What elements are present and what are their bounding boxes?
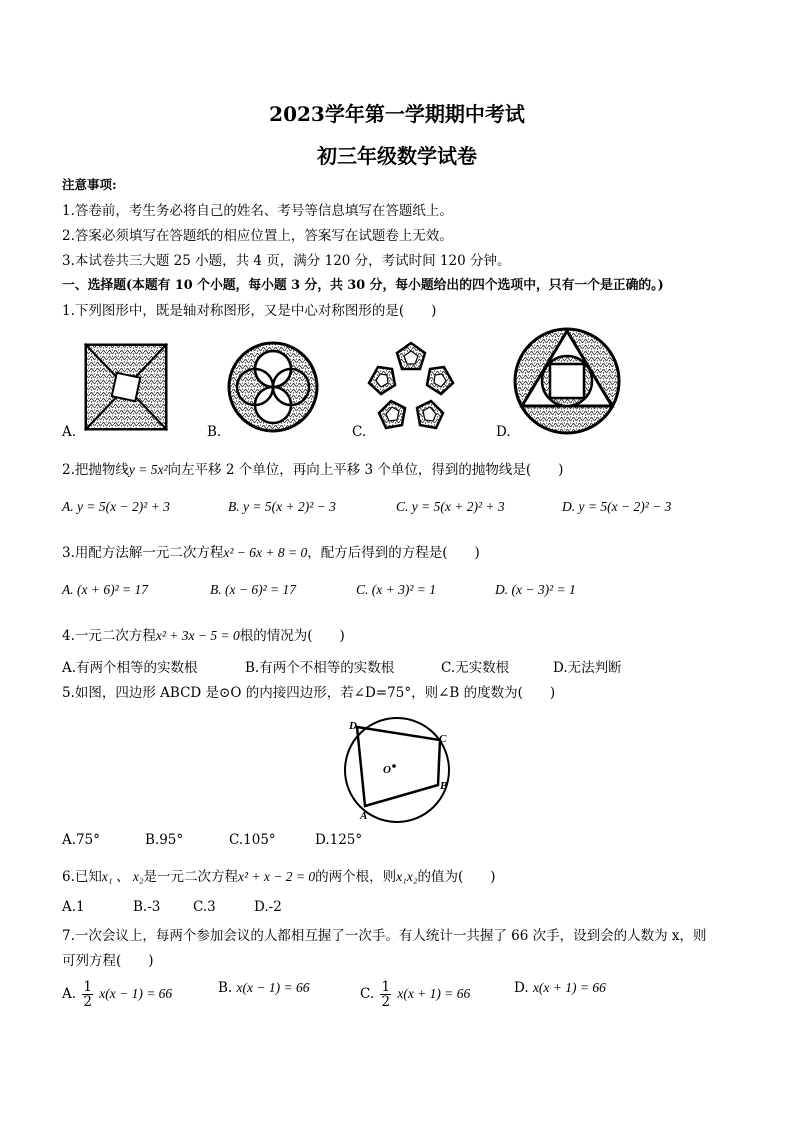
q1-stem: 1.下列图形中，既是轴对称图形，又是中心对称图形的是( ) xyxy=(62,303,437,319)
q5-label-d: D xyxy=(349,720,357,732)
q5-label-a: A xyxy=(360,810,368,822)
q7-option-c xyxy=(360,980,470,1009)
q6-option-c: C.3 xyxy=(193,899,216,915)
q6-stem-post: 的值为( ) xyxy=(417,869,496,885)
q4-option-a: A.有两个相等的实数根 xyxy=(62,660,198,676)
q6-option-a: A.1 xyxy=(62,899,85,915)
q2-stem-pre: 2.把抛物线 xyxy=(62,462,129,478)
q5-label-c: C xyxy=(439,733,447,745)
notice-item-2: 2.答案必须填写在答题纸的相应位置上，答案写在试题卷上无效。 xyxy=(62,228,453,244)
q1-figure-d xyxy=(512,326,622,436)
q5-option-a: A.75° xyxy=(62,832,100,848)
q2-stem-post: 向左平移 2 个单位，再向上平移 3 个单位，得到的抛物线是( ) xyxy=(167,462,564,478)
q5-option-d: D.125° xyxy=(315,832,363,848)
q7-option-d-label: D. xyxy=(514,980,529,996)
q2-option-b: B. y = 5(x + 2)² − 3 xyxy=(228,499,336,514)
q3-option-b: B. (x − 6)² = 17 xyxy=(210,582,296,597)
q1-figure-a xyxy=(84,343,168,431)
notice-heading: 注意事项: xyxy=(62,177,117,192)
q4-stem-pre: 4.一元二次方程 xyxy=(62,628,156,644)
q2-stem-expr: y = 5x² xyxy=(128,462,168,477)
q7-option-c-expr: x(x + 1) = 66 xyxy=(397,986,471,1001)
q7-stem-line-2: 可列方程( ) xyxy=(62,953,154,969)
q3-stem-post: ，配方后得到的方程是( ) xyxy=(307,545,480,561)
q7-option-d xyxy=(514,980,606,996)
q7-option-a-fraction xyxy=(82,980,93,1009)
q7-option-a xyxy=(62,980,172,1009)
q5-option-b: B.95° xyxy=(145,832,184,848)
q3-option-d: D. (x − 3)² = 1 xyxy=(495,582,576,597)
q4-option-c: C.无实数根 xyxy=(441,660,510,676)
q7-option-a-numerator: 1 xyxy=(83,979,92,995)
q3-stem-pre: 3.用配方法解一元二次方程 xyxy=(62,545,224,561)
q2-option-a: A. y = 5(x − 2)² + 3 xyxy=(62,499,170,514)
q2-stem xyxy=(62,458,563,478)
q3-option-a: A. (x + 6)² = 17 xyxy=(62,582,148,597)
q7-option-c-label: C. xyxy=(360,986,375,1002)
q4-stem-post: 根的情况为( ) xyxy=(239,628,345,644)
q6-stem-mid: 是一元二次方程 xyxy=(143,869,239,885)
q5-stem: 5.如图，四边形 ABCD 是⊙O 的内接四边形，若∠D=75°，则∠B 的度数为( ) xyxy=(62,685,556,701)
q7-option-b-label: B. xyxy=(218,980,233,996)
q7-option-a-label: A. xyxy=(62,986,77,1002)
page-title: 2023学年第一学期期中考试 xyxy=(269,102,525,126)
q1-label-b: B. xyxy=(207,424,222,440)
q7-option-a-denominator: 2 xyxy=(83,994,92,1010)
page-subtitle: 初三年级数学试卷 xyxy=(317,144,477,168)
q5-option-c: C.105° xyxy=(229,832,276,848)
q7-option-a-expr: x(x − 1) = 66 xyxy=(99,986,173,1001)
q6-option-d: D.-2 xyxy=(254,899,282,915)
q6-stem-pre: 6.已知 xyxy=(62,869,102,885)
q6-stem-prod: x₁x₂ xyxy=(396,869,418,884)
q7-option-b xyxy=(218,980,309,996)
q3-option-c: C. (x + 3)² = 1 xyxy=(356,582,437,597)
q7-stem-line-1: 7.一次会议上，每两个参加会议的人都相互握了一次手。有人统计一共握了 66 次手，设到会的人数为 x，则 xyxy=(62,928,707,944)
q7-option-c-denominator: 2 xyxy=(381,994,391,1010)
q1-figure-b xyxy=(226,340,320,434)
q1-label-c: C. xyxy=(352,424,367,440)
q5-circle-figure xyxy=(335,715,465,825)
q6-option-b: B.-3 xyxy=(133,899,161,915)
q4-stem-expr: x² + 3x − 5 = 0 xyxy=(155,628,240,643)
q6-stem-vars: x₁ 、 x₂ xyxy=(101,869,144,884)
q7-option-c-numerator: 1 xyxy=(381,979,391,995)
q4-option-d: D.无法判断 xyxy=(553,660,622,676)
q6-stem xyxy=(62,865,496,885)
notice-item-3: 3.本试卷共三大题 25 小题，共 4 页，满分 120 分，考试时间 120 分钟。 xyxy=(62,253,511,269)
q2-option-d: D. y = 5(x − 2)² − 3 xyxy=(562,499,672,514)
q4-option-b: B.有两个不相等的实数根 xyxy=(245,660,395,676)
q1-figure-c xyxy=(364,340,458,434)
q2-option-c: C. y = 5(x + 2)² + 3 xyxy=(396,499,505,514)
q7-option-b-expr: x(x − 1) = 66 xyxy=(236,980,310,995)
q3-stem xyxy=(62,541,480,561)
notice-item-1: 1.答卷前，考生务必将自己的姓名、考号等信息填写在答题纸上。 xyxy=(62,203,453,219)
q7-option-c-fraction xyxy=(380,980,391,1009)
q3-stem-expr: x² − 6x + 8 = 0 xyxy=(223,545,308,560)
q6-stem-mid2: 的两个根，则 xyxy=(315,869,397,885)
q7-option-d-expr: x(x + 1) = 66 xyxy=(532,980,606,995)
q4-stem xyxy=(62,624,345,644)
q5-label-o: O xyxy=(383,764,391,776)
q5-label-b: B xyxy=(440,780,448,792)
q6-stem-expr: x² + x − 2 = 0 xyxy=(238,869,316,884)
section-1-heading: 一、选择题(本题有 10 个小题，每小题 3 分，共 30 分，每小题给出的四个选项中，只有一个是正确的。) xyxy=(62,278,664,293)
q1-label-d: D. xyxy=(496,424,511,440)
q1-label-a: A. xyxy=(62,424,77,440)
